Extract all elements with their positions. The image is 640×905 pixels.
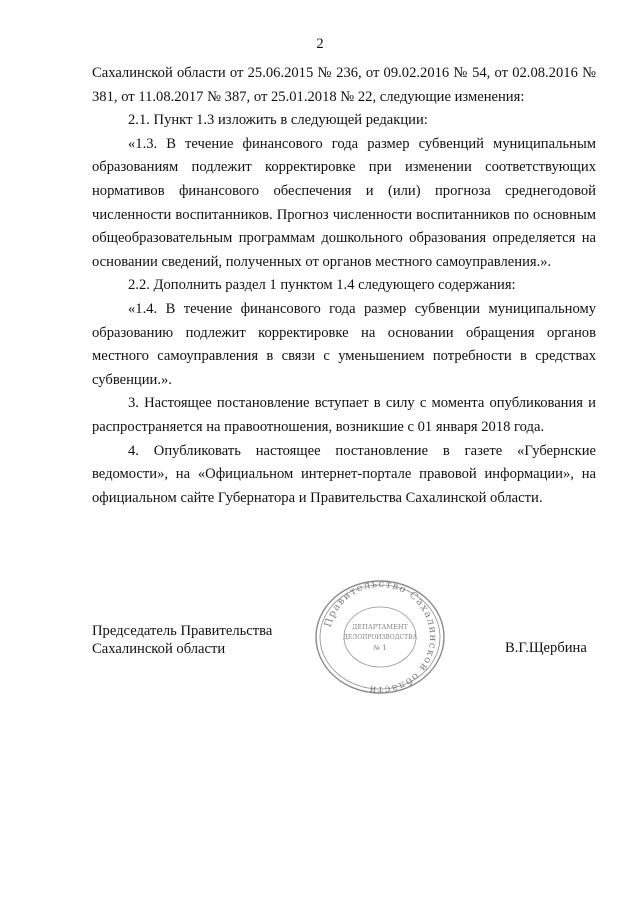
signatory-position-line1: Председатель Правительства bbox=[92, 623, 273, 639]
paragraph-2-1: 2.1. Пункт 1.3 изложить в следующей редакции: bbox=[128, 112, 428, 129]
stamp-outer-text: Правительство Сахалинской области bbox=[322, 578, 439, 696]
official-stamp bbox=[310, 577, 450, 697]
paragraph-2-2: 2.2. Дополнить раздел 1 пунктом 1.4 следующего содержания: bbox=[128, 277, 516, 294]
stamp-inner-line3: № 1 bbox=[373, 644, 387, 652]
stamp-inner-line2: ДЕЛОПРОИЗВОДСТВА bbox=[342, 634, 418, 641]
stamp-inner-line1: ДЕПАРТАМЕНТ bbox=[352, 623, 408, 631]
signatory-position bbox=[92, 622, 272, 658]
page-number: 2 bbox=[316, 36, 324, 52]
paragraph-quote-1-4: «1.4. В течение финансового года размер субвенции муниципальному образованию подлежит корректировке на основании обращения органов местного самоуправления в связи с уменьшением потребности в средствах субвенции.». bbox=[92, 300, 596, 388]
paragraph-quote-1-3: «1.3. В течение финансового года размер субвенций муниципальным образованиям подлежит корректировке при изменении соответствующих нормативов финансового обеспечения и (или) прогноза среднегодовой численности воспитанников. Прогноз численности воспитанников по основным общеобразовательным программам дошкольного образования определяется на основании сведений, полученных от органов местного самоуправления.». bbox=[92, 135, 596, 270]
document-body bbox=[92, 62, 596, 510]
paragraph-3: 3. Настоящее постановление вступает в силу с момента опубликования и распространяется на правоотношения, возникшие с 01 января 2018 года. bbox=[92, 395, 596, 435]
paragraph-4: 4. Опубликовать настоящее постановление в газете «Губернские ведомости», на «Официальном интернет-портале правовой информации», на официальном сайте Губернатора и Правительства Сахалинской области. bbox=[92, 442, 596, 506]
signatory-position-line2: Сахалинской области bbox=[92, 641, 226, 657]
signatory-name: В.Г.Щербина bbox=[505, 640, 587, 656]
paragraph-intro-continuation: Сахалинской области от 25.06.2015 № 236, от 09.02.2016 № 54, от 02.08.2016 № 381, от 11.08.2017 № 387, от 25.01.2018 № 22, следующие изменения: bbox=[92, 65, 596, 105]
